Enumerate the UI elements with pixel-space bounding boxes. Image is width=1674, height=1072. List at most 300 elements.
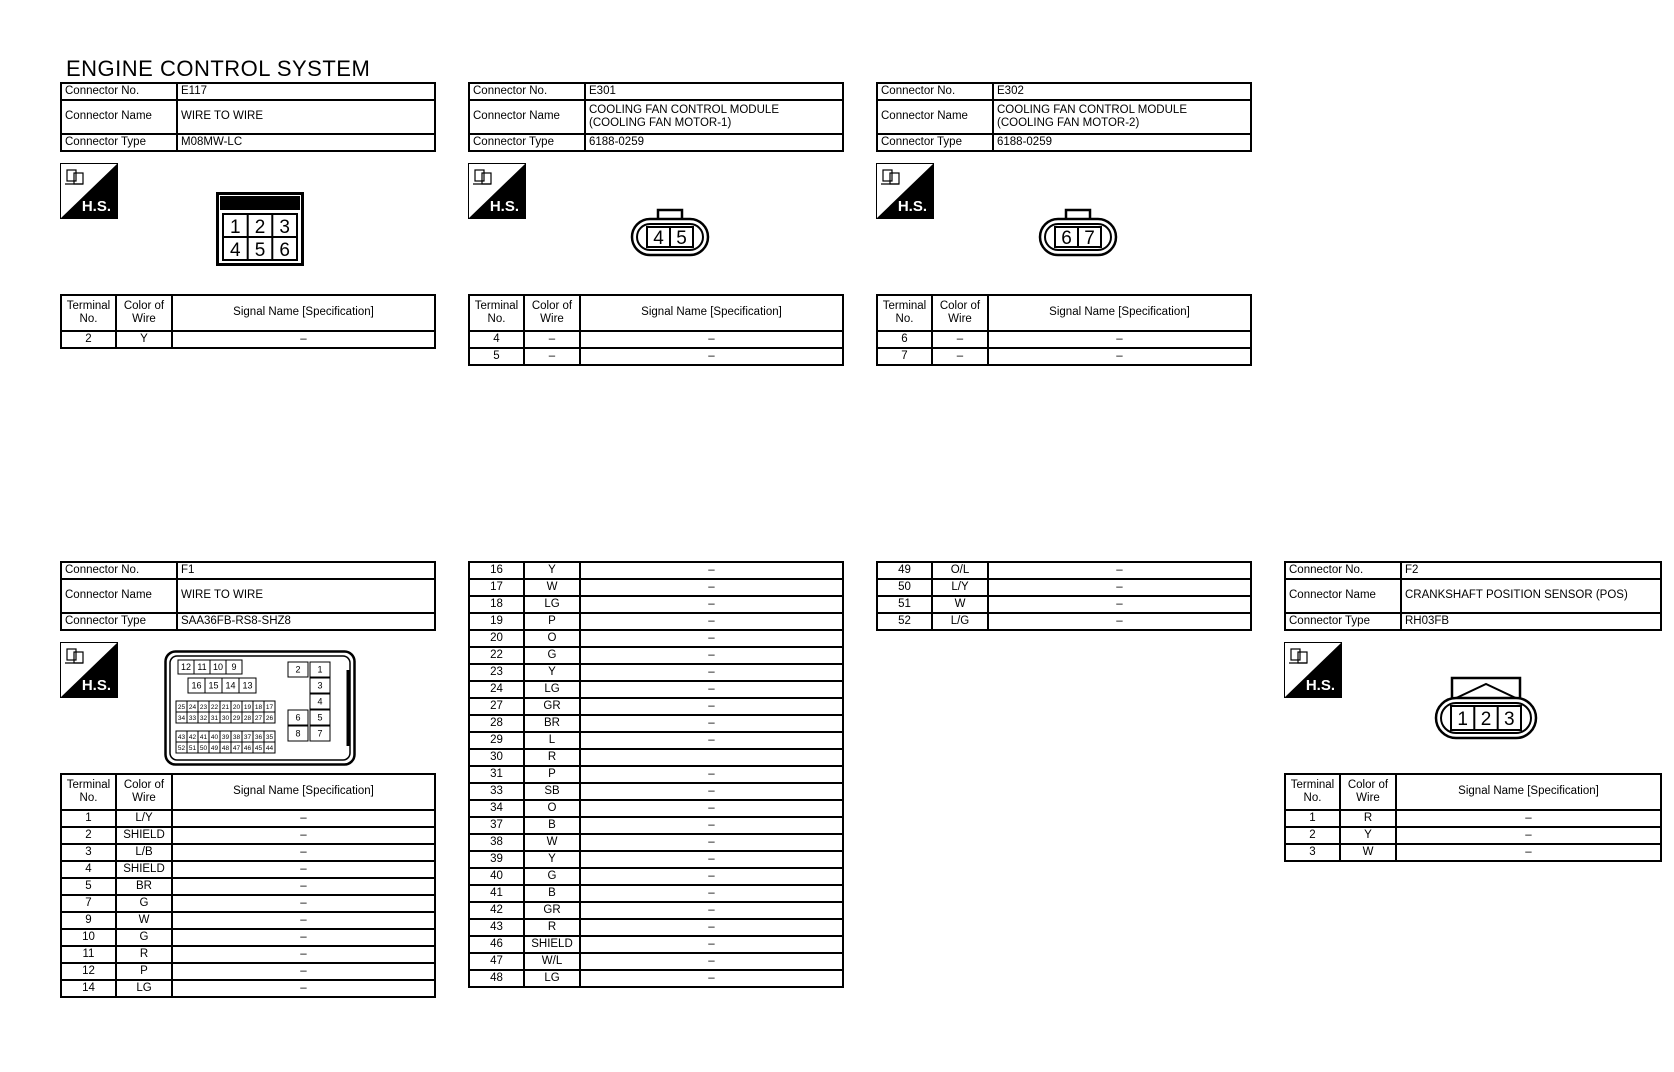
wire-color-cell: SB xyxy=(524,783,580,800)
cavity-number: 37 xyxy=(243,733,252,741)
wire-color-cell: SHIELD xyxy=(116,827,172,844)
table-row xyxy=(1285,810,1661,827)
signal-cell: – xyxy=(580,902,843,919)
wire-color-cell: W xyxy=(1340,844,1396,861)
signal-cell: – xyxy=(580,919,843,936)
cavity-number: 7 xyxy=(317,728,323,739)
table-row xyxy=(469,936,843,953)
col-signal-name: Signal Name [Specification] xyxy=(172,774,435,810)
pin-label: 5 xyxy=(254,240,266,261)
signal-cell: – xyxy=(172,980,435,997)
cavity-number: 29 xyxy=(232,714,241,722)
terminal-table-f2 xyxy=(1284,773,1662,862)
wire-color-cell: B xyxy=(524,817,580,834)
cavity-number: 39 xyxy=(221,733,230,741)
cavity-number: 43 xyxy=(177,733,186,741)
terminal-cell: 3 xyxy=(61,844,116,861)
signal-cell: – xyxy=(580,348,843,365)
cavity-number: 38 xyxy=(232,733,241,741)
table-row xyxy=(877,348,1251,365)
terminal-cell: 33 xyxy=(469,783,524,800)
label-connector-name: Connector Name xyxy=(61,100,177,134)
connector-name-line: COOLING FAN CONTROL MODULE xyxy=(589,103,779,116)
pin-label: 2 xyxy=(1480,709,1492,730)
wire-color-cell: B xyxy=(524,885,580,902)
cavity-number: 49 xyxy=(210,744,219,752)
wire-color-cell: G xyxy=(116,895,172,912)
col-color-of-wire: Color of Wire xyxy=(116,295,172,331)
connector-name xyxy=(993,100,1251,134)
wire-color-cell: Y xyxy=(524,664,580,681)
signal-cell: – xyxy=(580,698,843,715)
cavity-number: 28 xyxy=(243,714,252,722)
table-row xyxy=(469,868,843,885)
wire-color-cell: P xyxy=(524,766,580,783)
label-connector-no: Connector No. xyxy=(469,83,585,100)
wire-color-cell: O xyxy=(524,630,580,647)
cavity-number: 31 xyxy=(210,714,219,722)
label-connector-no: Connector No. xyxy=(61,83,177,100)
wire-color-cell: W xyxy=(116,912,172,929)
cavity-number: 42 xyxy=(188,733,197,741)
signal-cell: – xyxy=(580,936,843,953)
table-row xyxy=(469,579,843,596)
wire-color-cell: R xyxy=(524,919,580,936)
hs-label: H.S. xyxy=(489,198,519,215)
table-row xyxy=(469,851,843,868)
table-row xyxy=(469,902,843,919)
terminal-cell: 43 xyxy=(469,919,524,936)
cavity-number: 8 xyxy=(295,728,301,739)
terminal-table-f1-a xyxy=(60,773,436,998)
terminal-table-e302 xyxy=(876,294,1252,366)
wire-color-cell: BR xyxy=(116,878,172,895)
table-row xyxy=(469,630,843,647)
label-connector-no: Connector No. xyxy=(1285,562,1401,579)
terminal-cell: 51 xyxy=(877,596,932,613)
cavity-number: 10 xyxy=(212,662,224,673)
pin-label: 1 xyxy=(230,217,241,238)
terminal-cell: 2 xyxy=(61,331,116,348)
terminal-cell: 4 xyxy=(469,331,524,348)
wire-color-cell: L/G xyxy=(932,613,988,630)
table-row xyxy=(61,331,435,348)
terminal-table-e117 xyxy=(60,294,436,349)
terminal-cell: 20 xyxy=(469,630,524,647)
table-row xyxy=(877,596,1251,613)
cavity-number: 4 xyxy=(317,696,323,707)
connector-no: F1 xyxy=(177,562,435,579)
cavity-number: 47 xyxy=(232,744,241,752)
wire-color-cell: SHIELD xyxy=(116,861,172,878)
signal-cell: – xyxy=(172,878,435,895)
pin-label: 1 xyxy=(1457,709,1468,730)
connector-no: F2 xyxy=(1401,562,1661,579)
wire-color-cell: R xyxy=(524,749,580,766)
connector-type: 6188-0259 xyxy=(993,134,1251,151)
signal-cell: – xyxy=(172,827,435,844)
cavity-number: 50 xyxy=(199,744,208,752)
terminal-cell: 11 xyxy=(61,946,116,963)
table-row xyxy=(61,980,435,997)
cavity-number: 19 xyxy=(243,703,252,711)
wire-color-cell: – xyxy=(524,348,580,365)
connector-name xyxy=(585,100,843,134)
terminal-cell: 7 xyxy=(61,895,116,912)
table-row xyxy=(469,647,843,664)
connector-face-e301 xyxy=(630,206,710,258)
wire-color-cell: LG xyxy=(524,970,580,987)
label-connector-type: Connector Type xyxy=(469,134,585,151)
wire-color-cell: LG xyxy=(524,681,580,698)
page-title: ENGINE CONTROL SYSTEM xyxy=(66,56,371,81)
table-row xyxy=(469,970,843,987)
cavity-number: 40 xyxy=(210,733,219,741)
signal-cell: – xyxy=(580,596,843,613)
signal-cell: – xyxy=(172,331,435,348)
connector-type: RH03FB xyxy=(1401,613,1661,630)
terminal-cell: 23 xyxy=(469,664,524,681)
signal-cell: – xyxy=(580,562,843,579)
cavity-number: 22 xyxy=(210,703,219,711)
wire-color-cell: R xyxy=(1340,810,1396,827)
wire-color-cell: – xyxy=(932,331,988,348)
table-row xyxy=(469,562,843,579)
terminal-table-e301 xyxy=(468,294,844,366)
terminal-cell: 50 xyxy=(877,579,932,596)
wire-color-cell: – xyxy=(932,348,988,365)
table-row xyxy=(1285,844,1661,861)
terminal-cell: 31 xyxy=(469,766,524,783)
signal-cell: – xyxy=(1396,810,1661,827)
signal-cell: – xyxy=(988,579,1251,596)
terminal-cell: 28 xyxy=(469,715,524,732)
cavity-number: 25 xyxy=(177,703,186,711)
terminal-cell: 5 xyxy=(61,878,116,895)
cavity-number: 6 xyxy=(295,712,301,723)
table-row xyxy=(877,579,1251,596)
table-row xyxy=(61,878,435,895)
terminal-cell: 48 xyxy=(469,970,524,987)
wire-color-cell: LG xyxy=(524,596,580,613)
wire-color-cell: Y xyxy=(116,331,172,348)
cavity-number: 3 xyxy=(317,680,323,691)
terminal-cell: 52 xyxy=(877,613,932,630)
cavity-number: 11 xyxy=(197,662,207,673)
terminal-cell: 17 xyxy=(469,579,524,596)
connector-face-e302 xyxy=(1038,206,1118,258)
table-row xyxy=(469,664,843,681)
terminal-cell: 29 xyxy=(469,732,524,749)
pin-label: 6 xyxy=(1061,228,1072,249)
wire-color-cell: Y xyxy=(524,851,580,868)
table-row xyxy=(469,834,843,851)
signal-cell: – xyxy=(988,331,1251,348)
table-row xyxy=(61,963,435,980)
terminal-cell: 24 xyxy=(469,681,524,698)
signal-cell: – xyxy=(580,970,843,987)
cavity-number: 26 xyxy=(265,714,274,722)
connector-header-f2 xyxy=(1284,561,1662,631)
cavity-number: 24 xyxy=(188,703,197,711)
connector-header-e301 xyxy=(468,82,844,152)
wire-color-cell: W xyxy=(932,596,988,613)
connector-name: WIRE TO WIRE xyxy=(177,579,435,613)
wire-color-cell: O xyxy=(524,800,580,817)
terminal-cell: 34 xyxy=(469,800,524,817)
hs-label: H.S. xyxy=(897,198,927,215)
wire-color-cell: P xyxy=(116,963,172,980)
table-row xyxy=(61,912,435,929)
signal-cell: – xyxy=(580,817,843,834)
pin-label: 3 xyxy=(1504,709,1515,730)
col-terminal-no: Terminal No. xyxy=(469,295,524,331)
terminal-cell: 37 xyxy=(469,817,524,834)
signal-cell: – xyxy=(172,912,435,929)
wire-color-cell: W xyxy=(524,834,580,851)
table-row xyxy=(61,929,435,946)
terminal-cell: 1 xyxy=(61,810,116,827)
signal-cell: – xyxy=(988,596,1251,613)
label-connector-name: Connector Name xyxy=(469,100,585,134)
wire-color-cell: GR xyxy=(524,698,580,715)
wire-color-cell: G xyxy=(524,647,580,664)
signal-cell: – xyxy=(580,868,843,885)
cavity-number: 17 xyxy=(265,703,274,711)
terminal-cell: 3 xyxy=(1285,844,1340,861)
cavity-number: 51 xyxy=(188,744,197,752)
table-row xyxy=(469,698,843,715)
cavity-number: 1 xyxy=(317,664,323,675)
label-connector-name: Connector Name xyxy=(1285,579,1401,613)
col-signal-name: Signal Name [Specification] xyxy=(172,295,435,331)
col-terminal-no: Terminal No. xyxy=(877,295,932,331)
cavity-number: 45 xyxy=(254,744,263,752)
signal-cell: – xyxy=(172,963,435,980)
table-row xyxy=(469,348,843,365)
connector-type: 6188-0259 xyxy=(585,134,843,151)
connector-name-line: (COOLING FAN MOTOR-2) xyxy=(997,117,1140,129)
terminal-cell: 46 xyxy=(469,936,524,953)
pin-label: 7 xyxy=(1084,228,1095,249)
terminal-cell: 1 xyxy=(1285,810,1340,827)
harness-side-badge xyxy=(876,163,934,219)
col-color-of-wire: Color of Wire xyxy=(932,295,988,331)
label-connector-type: Connector Type xyxy=(61,613,177,630)
connector-type: M08MW-LC xyxy=(177,134,435,151)
terminal-cell: 19 xyxy=(469,613,524,630)
label-connector-name: Connector Name xyxy=(877,100,993,134)
table-row xyxy=(1285,827,1661,844)
table-row xyxy=(61,895,435,912)
hs-label: H.S. xyxy=(1305,677,1335,694)
table-row xyxy=(469,783,843,800)
signal-cell: – xyxy=(172,844,435,861)
wire-color-cell: R xyxy=(116,946,172,963)
cavity-number: 48 xyxy=(221,744,230,752)
cavity-number: 44 xyxy=(265,744,274,752)
connector-header-f1 xyxy=(60,561,436,631)
signal-cell: – xyxy=(988,562,1251,579)
label-connector-no: Connector No. xyxy=(61,562,177,579)
label-connector-type: Connector Type xyxy=(877,134,993,151)
connector-no: E302 xyxy=(993,83,1251,100)
pin-label: 4 xyxy=(653,228,664,249)
wire-color-cell: L/Y xyxy=(116,810,172,827)
wire-color-cell: LG xyxy=(116,980,172,997)
col-color-of-wire: Color of Wire xyxy=(1340,774,1396,810)
table-row xyxy=(469,766,843,783)
label-connector-type: Connector Type xyxy=(61,134,177,151)
terminal-cell: 47 xyxy=(469,953,524,970)
signal-cell xyxy=(580,749,843,766)
signal-cell: – xyxy=(580,664,843,681)
cavity-number: 12 xyxy=(180,662,192,673)
table-row xyxy=(469,800,843,817)
terminal-cell: 40 xyxy=(469,868,524,885)
connector-no: E301 xyxy=(585,83,843,100)
pin-label: 4 xyxy=(230,240,241,261)
table-row xyxy=(877,562,1251,579)
connector-name: CRANKSHAFT POSITION SENSOR (POS) xyxy=(1401,579,1661,613)
table-row xyxy=(877,613,1251,630)
connector-face-f1 xyxy=(164,650,356,766)
signal-cell: – xyxy=(172,946,435,963)
terminal-cell: 4 xyxy=(61,861,116,878)
wire-color-cell: – xyxy=(524,331,580,348)
table-row xyxy=(61,861,435,878)
terminal-cell: 6 xyxy=(877,331,932,348)
pin-label: 6 xyxy=(279,240,290,261)
signal-cell: – xyxy=(580,834,843,851)
table-row xyxy=(469,715,843,732)
connector-header-e117 xyxy=(60,82,436,152)
cavity-number: 16 xyxy=(191,680,202,691)
wire-color-cell: W xyxy=(524,579,580,596)
cavity-number: 14 xyxy=(225,680,236,691)
terminal-cell: 5 xyxy=(469,348,524,365)
hs-label: H.S. xyxy=(81,677,111,694)
col-signal-name: Signal Name [Specification] xyxy=(580,295,843,331)
col-color-of-wire: Color of Wire xyxy=(524,295,580,331)
terminal-cell: 30 xyxy=(469,749,524,766)
signal-cell: – xyxy=(580,732,843,749)
wire-color-cell: SHIELD xyxy=(524,936,580,953)
signal-cell: – xyxy=(1396,827,1661,844)
cavity-number: 13 xyxy=(242,680,253,691)
signal-cell: – xyxy=(580,953,843,970)
cavity-number: 33 xyxy=(188,714,197,722)
wire-color-cell: L xyxy=(524,732,580,749)
wire-color-cell: O/L xyxy=(932,562,988,579)
pin-label: 5 xyxy=(676,228,687,249)
label-connector-type: Connector Type xyxy=(1285,613,1401,630)
terminal-table-f1-c xyxy=(876,561,1252,631)
terminal-cell: 18 xyxy=(469,596,524,613)
signal-cell: – xyxy=(580,630,843,647)
terminal-cell: 39 xyxy=(469,851,524,868)
signal-cell: – xyxy=(580,331,843,348)
signal-cell: – xyxy=(580,766,843,783)
cavity-number: 27 xyxy=(254,714,263,722)
cavity-number: 20 xyxy=(232,703,241,711)
terminal-table-f1-b xyxy=(468,561,844,988)
signal-cell: – xyxy=(172,861,435,878)
wire-color-cell: L/Y xyxy=(932,579,988,596)
signal-cell: – xyxy=(988,348,1251,365)
table-row xyxy=(469,681,843,698)
cavity-number: 2 xyxy=(295,664,301,675)
signal-cell: – xyxy=(580,681,843,698)
hs-label: H.S. xyxy=(81,198,111,215)
cavity-number: 32 xyxy=(199,714,208,722)
wire-color-cell: BR xyxy=(524,715,580,732)
signal-cell: – xyxy=(1396,844,1661,861)
table-row xyxy=(469,953,843,970)
table-row xyxy=(469,613,843,630)
cavity-number: 41 xyxy=(199,733,208,741)
table-row xyxy=(469,596,843,613)
table-row xyxy=(61,810,435,827)
col-color-of-wire: Color of Wire xyxy=(116,774,172,810)
connector-face-f2 xyxy=(1434,674,1538,740)
terminal-cell: 22 xyxy=(469,647,524,664)
cavity-number: 46 xyxy=(243,744,252,752)
connector-face-e117 xyxy=(216,192,304,266)
terminal-cell: 42 xyxy=(469,902,524,919)
signal-cell: – xyxy=(172,929,435,946)
cavity-number: 15 xyxy=(208,680,219,691)
terminal-cell: 16 xyxy=(469,562,524,579)
terminal-cell: 10 xyxy=(61,929,116,946)
cavity-number: 52 xyxy=(177,744,186,752)
cavity-number: 35 xyxy=(265,733,274,741)
connector-no: E117 xyxy=(177,83,435,100)
signal-cell: – xyxy=(172,895,435,912)
cavity-number: 36 xyxy=(254,733,263,741)
terminal-cell: 41 xyxy=(469,885,524,902)
signal-cell: – xyxy=(580,715,843,732)
signal-cell: – xyxy=(580,800,843,817)
connector-name-line: (COOLING FAN MOTOR-1) xyxy=(589,117,732,129)
harness-side-badge xyxy=(468,163,526,219)
signal-cell: – xyxy=(580,579,843,596)
terminal-cell: 49 xyxy=(877,562,932,579)
signal-cell: – xyxy=(580,851,843,868)
harness-side-badge xyxy=(60,642,118,698)
cavity-number: 18 xyxy=(254,703,263,711)
terminal-cell: 7 xyxy=(877,348,932,365)
table-row xyxy=(61,946,435,963)
cavity-number: 23 xyxy=(199,703,208,711)
terminal-cell: 9 xyxy=(61,912,116,929)
cavity-number: 21 xyxy=(221,703,230,711)
wire-color-cell: L/B xyxy=(116,844,172,861)
connector-type: SAA36FB-RS8-SHZ8 xyxy=(177,613,435,630)
table-row xyxy=(61,827,435,844)
wire-color-cell: G xyxy=(524,868,580,885)
harness-side-badge xyxy=(60,163,118,219)
harness-side-badge xyxy=(1284,642,1342,698)
table-row xyxy=(469,331,843,348)
table-row xyxy=(61,844,435,861)
label-connector-no: Connector No. xyxy=(877,83,993,100)
table-row xyxy=(469,732,843,749)
table-row xyxy=(469,919,843,936)
signal-cell: – xyxy=(580,885,843,902)
pin-label: 2 xyxy=(254,217,266,238)
wire-color-cell: W/L xyxy=(524,953,580,970)
